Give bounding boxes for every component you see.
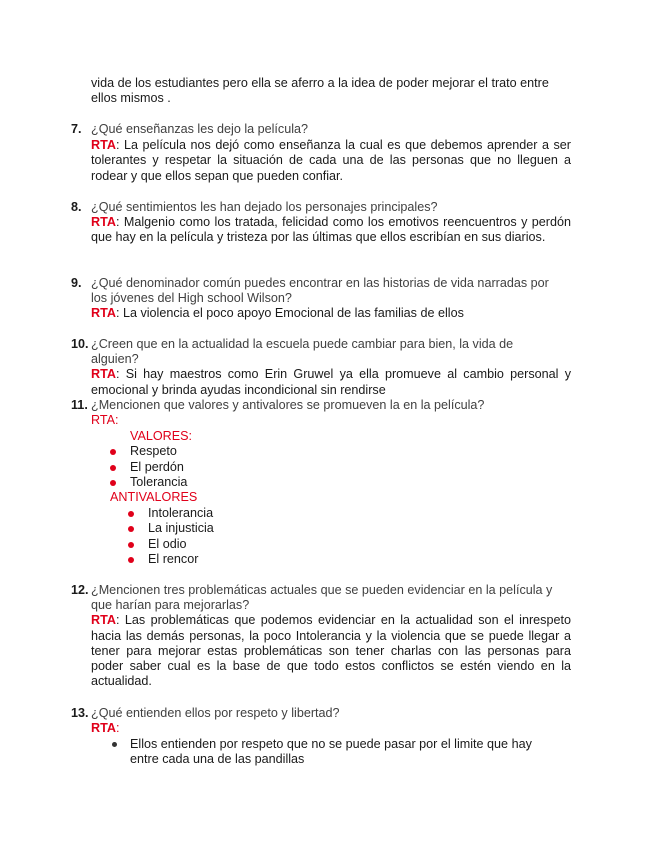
bullet-line-1: Ellos entienden por respeto que no se puede pasar por el limite que hay xyxy=(130,737,532,751)
bullet-icon xyxy=(110,480,116,486)
bullet-icon xyxy=(128,542,134,548)
antivalores-item: Intolerancia xyxy=(128,506,328,521)
answer-12 xyxy=(91,598,571,690)
answer-9 xyxy=(91,291,571,322)
rta-label: RTA xyxy=(91,721,116,735)
question-9 xyxy=(71,276,581,291)
bullet-icon xyxy=(128,557,134,563)
question-number: 12. xyxy=(71,583,89,597)
question-text-line-1: ¿Creen que en la actualidad la escuela puede cambiar para bien, la vida de xyxy=(91,337,514,351)
antivalores-item: La injusticia xyxy=(128,521,328,536)
question-text-line-2: los jóvenes del High school Wilson? xyxy=(91,291,292,305)
bullet-icon xyxy=(110,449,116,455)
valores-item: El perdón xyxy=(110,460,310,475)
question-number: 9. xyxy=(71,276,82,290)
bullet-icon xyxy=(112,742,117,747)
answer-10 xyxy=(91,352,571,398)
question-7 xyxy=(71,122,581,137)
question-number: 13. xyxy=(71,706,89,720)
rta-label: RTA xyxy=(91,215,116,229)
question-number: 10. xyxy=(71,337,89,351)
question-13 xyxy=(71,706,581,721)
rta-label: RTA: xyxy=(91,413,119,427)
question-text: ¿Qué sentimientos les han dejado los personajes principales? xyxy=(91,200,438,214)
antivalores-label: ANTIVALORES xyxy=(110,490,198,504)
question-12 xyxy=(71,583,581,598)
rta-label: RTA xyxy=(91,367,116,382)
rta-colon: : xyxy=(115,721,120,735)
answer-text: : La película nos dejó como enseñanza la cual es que debemos aprender a ser tolerantes y respetar la situación de cada una de las personas que no lleguen a rodear y que ellos sepan que pueden confiar. xyxy=(91,138,571,183)
rta-label: RTA xyxy=(91,138,116,152)
question-11 xyxy=(71,398,581,413)
rta-label: RTA xyxy=(91,306,116,321)
intro-line-1: vida de los estudiantes pero ella se aferro a la idea de poder mejorar el trato entre xyxy=(91,76,549,90)
answer-text: : La violencia el poco apoyo Emocional de las familias de ellos xyxy=(115,306,464,321)
valores-item: Tolerancia xyxy=(110,475,310,490)
bullet-icon xyxy=(128,511,134,517)
question-text-line-1: ¿Mencionen tres problemáticas actuales que se pueden evidenciar en la película y xyxy=(91,583,553,597)
question-10 xyxy=(71,337,581,352)
intro-line-2: ellos mismos . xyxy=(91,91,171,106)
antivalores-item: El odio xyxy=(128,537,328,552)
question-text: ¿Mencionen que valores y antivalores se promueven la en la película? xyxy=(91,398,485,412)
intro-paragraph xyxy=(91,76,571,107)
question-text: ¿Qué entienden ellos por respeto y libertad? xyxy=(91,706,340,720)
rta-label: RTA xyxy=(91,613,116,628)
list-item xyxy=(112,737,572,768)
question-text: ¿Qué enseñanzas les dejo la película? xyxy=(91,122,309,136)
question-text-line-1: ¿Qué denominador común puedes encontrar en las historias de vida narradas por xyxy=(91,276,549,290)
bullet-icon xyxy=(110,465,116,471)
answer-text: : Las problemáticas que podemos evidenciar en la actualidad son el inrespeto hacia las demás personas, la poco Intolerancia y la violencia que se puede llegar a tener para mejorar estas problemáticas son tener charlas con las personas para poder saber cual es la base de que todo estos conflictos se estén viendo en la actualidad. xyxy=(91,613,571,689)
answer-8 xyxy=(91,215,571,246)
question-text-line-2: alguien? xyxy=(91,352,139,366)
answer-13 xyxy=(91,721,571,736)
bullet-line-2: entre cada una de las pandillas xyxy=(130,752,305,767)
bullet-icon xyxy=(128,526,134,532)
valores-label: VALORES: xyxy=(130,429,193,443)
question-number: 11. xyxy=(71,398,88,412)
question-number: 7. xyxy=(71,122,82,136)
question-number: 8. xyxy=(71,200,82,214)
answer-7 xyxy=(91,138,571,184)
question-text-line-2: que harían para mejorarlas? xyxy=(91,598,250,612)
antivalores-item: El rencor xyxy=(128,552,328,567)
question-8 xyxy=(71,200,581,215)
answer-text: : Si hay maestros como Erin Gruwel ya ella promueve al cambio personal y emocional y brinda ayudas incondicional sin rendirse xyxy=(91,367,571,397)
answer-text: : Malgenio como los tratada, felicidad como los emotivos reencuentros y perdón que hay en la película y tristeza por las últimas que ellos escribían en sus diarios. xyxy=(91,215,571,245)
valores-item: Respeto xyxy=(110,444,310,459)
